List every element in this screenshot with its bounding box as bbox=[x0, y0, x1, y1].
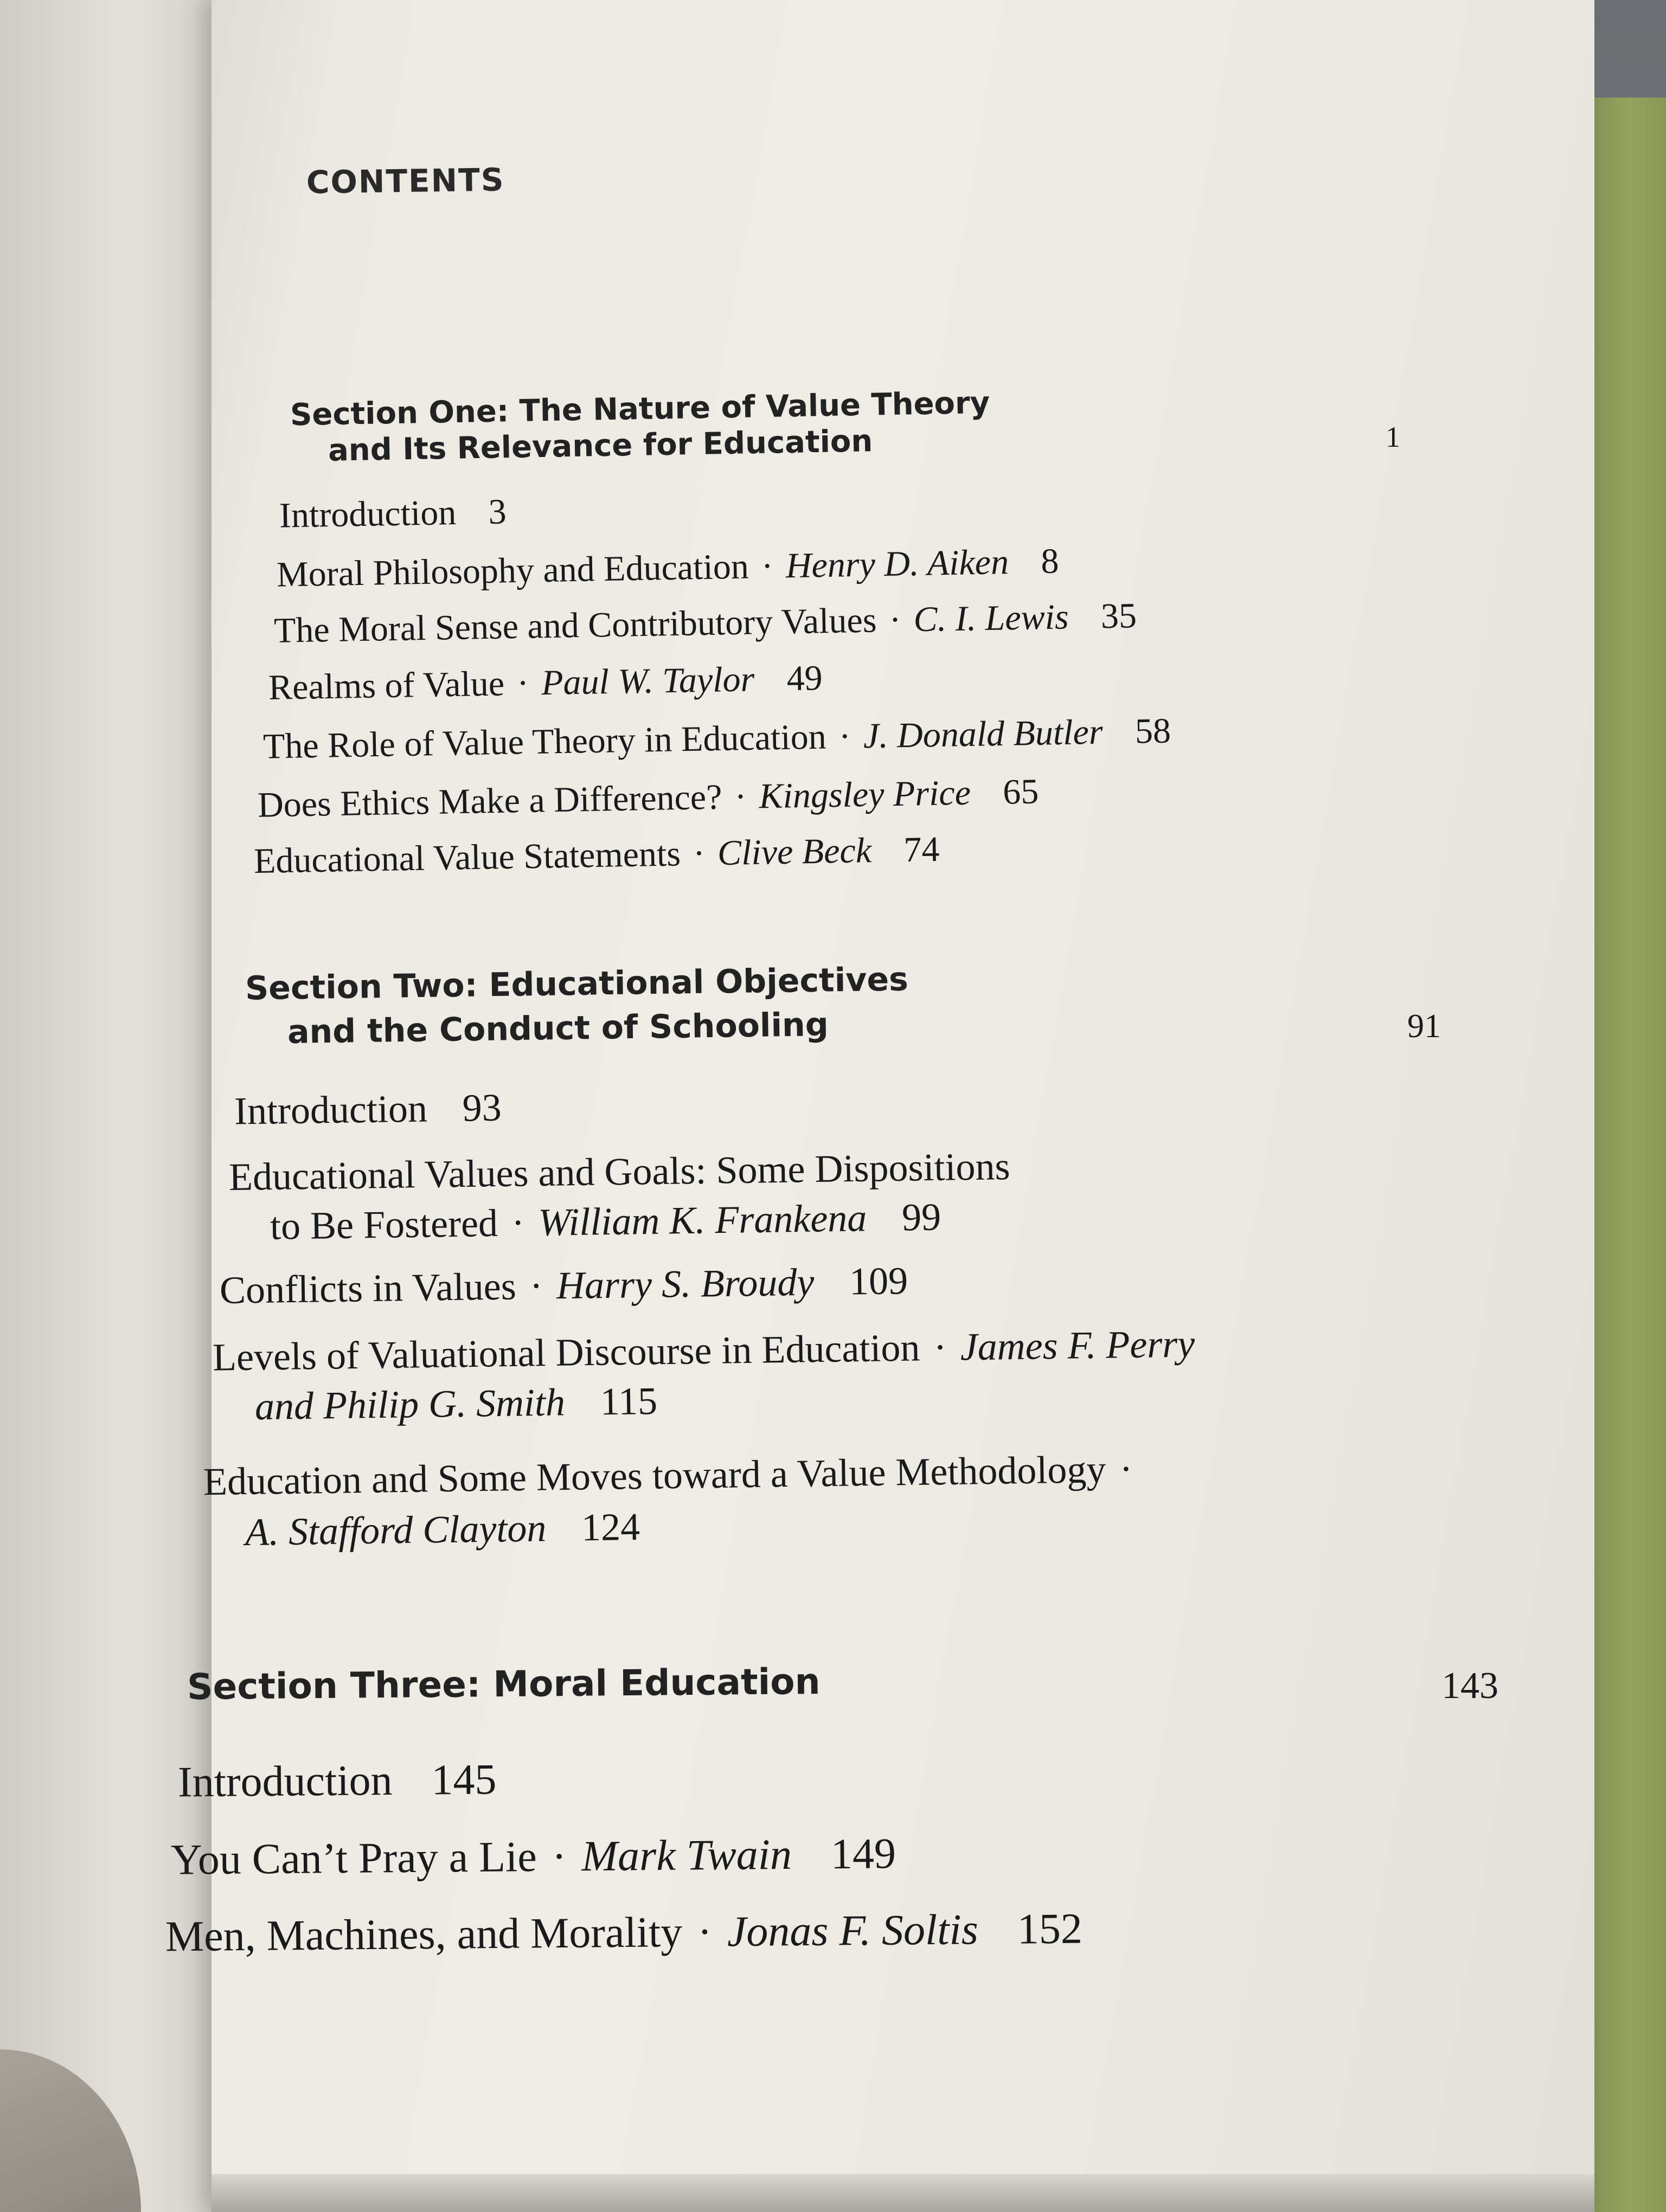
entry-author: William K. Frankena bbox=[537, 1196, 867, 1244]
entry-page: 109 bbox=[849, 1259, 908, 1303]
entry-page: 145 bbox=[431, 1756, 497, 1804]
entry-title: Men, Machines, and Morality bbox=[165, 1908, 683, 1961]
entry-author: Paul W. Taylor bbox=[541, 659, 755, 703]
entry-title: The Role of Value Theory in Education bbox=[262, 717, 827, 767]
section-two-heading-line2: and the Conduct of Schooling bbox=[287, 1006, 829, 1051]
entry-title: The Moral Sense and Contributory Values bbox=[273, 600, 877, 651]
contents-title: CONTENTS bbox=[306, 161, 505, 201]
toc-entry-line2 bbox=[254, 1379, 657, 1429]
entry-title: Conflicts in Values bbox=[219, 1264, 517, 1312]
entry-page: 3 bbox=[488, 492, 507, 532]
toc-entry: The Role of Value Theory in Education · J. Donald Butler 58 bbox=[262, 711, 1171, 767]
entry-page: 58 bbox=[1135, 711, 1171, 751]
entry-author: Harry S. Broudy bbox=[556, 1260, 815, 1308]
entry-page: 74 bbox=[903, 829, 940, 870]
entry-page: 124 bbox=[581, 1504, 640, 1549]
toc-entry: Moral Philosophy and Education · Henry D. Aiken 8 bbox=[276, 541, 1059, 595]
section-three-page: 143 bbox=[1441, 1665, 1498, 1707]
entry-author: J. Donald Butler bbox=[863, 712, 1104, 756]
section-one-heading-line2: and Its Relevance for Education bbox=[328, 423, 873, 468]
entry-title: Education and Some Moves toward a Value Methodology bbox=[203, 1447, 1106, 1504]
entry-author: James F. Perry bbox=[960, 1322, 1195, 1369]
toc-entry: Realms of Value · Paul W. Taylor 49 bbox=[268, 658, 823, 708]
entry-page: 65 bbox=[1002, 771, 1039, 812]
entry-page: 115 bbox=[600, 1379, 658, 1424]
section-one-heading-line1: Section One: The Nature of Value Theory bbox=[290, 385, 990, 433]
toc-entry-line2 bbox=[245, 1504, 640, 1555]
entry-author: Mark Twain bbox=[581, 1830, 792, 1881]
entry-title: Introduction bbox=[177, 1757, 393, 1806]
entry-page: 49 bbox=[786, 658, 823, 699]
entry-title: Realms of Value bbox=[268, 664, 505, 708]
entry-author: Kingsley Price bbox=[758, 773, 971, 816]
toc-entry-line1: Levels of Valuational Discourse in Education · James F. Perry bbox=[212, 1322, 1195, 1379]
entry-title: to Be Fostered bbox=[270, 1201, 498, 1248]
page-bottom-edge bbox=[212, 2174, 1594, 2212]
entry-author: and Philip G. Smith bbox=[254, 1380, 566, 1429]
toc-entry: The Moral Sense and Contributory Values · C. I. Lewis 35 bbox=[273, 596, 1137, 651]
toc-entry: Does Ethics Make a Difference? · Kingsley Price 65 bbox=[257, 771, 1039, 825]
entry-page: 8 bbox=[1040, 541, 1059, 581]
toc-entry bbox=[279, 491, 507, 536]
section-two-heading-line1: Section Two: Educational Objectives bbox=[245, 960, 909, 1008]
section-two-page: 91 bbox=[1407, 1008, 1441, 1045]
section-three-heading: Section Three: Moral Education bbox=[187, 1660, 821, 1708]
entry-author: A. Stafford Clayton bbox=[245, 1506, 547, 1554]
entry-title: Introduction bbox=[279, 492, 457, 536]
entry-title: Educational Value Statements bbox=[253, 834, 681, 882]
entry-author: Henry D. Aiken bbox=[785, 542, 1009, 586]
toc-entry: Men, Machines, and Morality · Jonas F. Soltis 152 bbox=[165, 1905, 1083, 1961]
entry-author: C. I. Lewis bbox=[913, 597, 1069, 640]
entry-title: Levels of Valuational Discourse in Education bbox=[212, 1326, 920, 1379]
section-one-page: 1 bbox=[1386, 421, 1400, 453]
entry-author: Clive Beck bbox=[717, 831, 872, 873]
entry-page: 35 bbox=[1100, 596, 1137, 636]
entry-page: 99 bbox=[901, 1195, 941, 1239]
toc-entry: Educational Value Statements · Clive Beck 74 bbox=[253, 829, 940, 882]
entry-author: Jonas F. Soltis bbox=[727, 1906, 979, 1956]
toc-entry bbox=[234, 1085, 502, 1134]
entry-title: Moral Philosophy and Education bbox=[276, 546, 749, 595]
toc-entry: Conflicts in Values · Harry S. Broudy 109 bbox=[219, 1259, 908, 1312]
toc-entry-line1: Education and Some Moves toward a Value Methodology · bbox=[203, 1447, 1133, 1504]
toc-entry bbox=[178, 1755, 497, 1807]
entry-page: 152 bbox=[1017, 1905, 1083, 1953]
entry-title: You Can’t Pray a Lie bbox=[170, 1832, 537, 1884]
toc-entry-line1: Educational Values and Goals: Some Dispositions bbox=[228, 1144, 1011, 1199]
toc-entry-line2: to Be Fostered · William K. Frankena 99 bbox=[270, 1195, 941, 1248]
entry-page: 93 bbox=[462, 1085, 502, 1130]
toc-entry: You Can’t Pray a Lie · Mark Twain 149 bbox=[170, 1830, 896, 1884]
entry-title: Does Ethics Make a Difference? bbox=[257, 777, 722, 825]
entry-page: 149 bbox=[830, 1830, 896, 1879]
entry-title: Introduction bbox=[234, 1086, 428, 1133]
